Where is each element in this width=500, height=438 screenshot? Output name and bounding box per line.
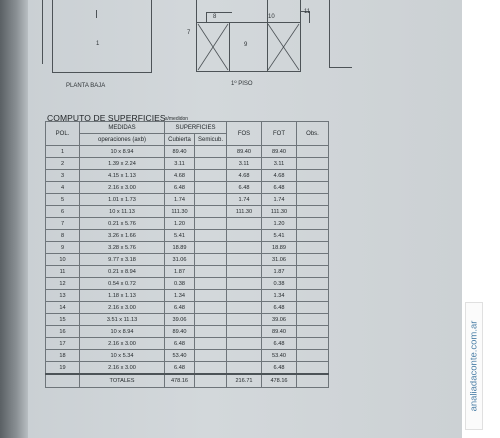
cell-operaciones: 2.16 x 3.00 bbox=[80, 362, 165, 375]
cell-semicub bbox=[195, 254, 227, 266]
cell-semicub bbox=[195, 146, 227, 158]
table-row bbox=[46, 218, 329, 230]
cell-fot: 3.11 bbox=[262, 158, 297, 170]
cell-fot: 39.06 bbox=[262, 314, 297, 326]
ground-floor-label: PLANTA BAJA bbox=[66, 83, 106, 89]
table-row bbox=[46, 206, 329, 218]
cell-semicub bbox=[195, 194, 227, 206]
cell-obs bbox=[297, 350, 329, 362]
cell-obs bbox=[297, 338, 329, 350]
table-row bbox=[46, 242, 329, 254]
cell-cubierta: 3.11 bbox=[165, 158, 195, 170]
cell-operaciones: 0.21 x 8.94 bbox=[80, 266, 165, 278]
header-operaciones: operaciones (axb) bbox=[80, 134, 165, 146]
totals-row bbox=[46, 374, 329, 388]
cell-obs bbox=[297, 230, 329, 242]
cell-semicub bbox=[195, 266, 227, 278]
cell-cubierta: 1.74 bbox=[165, 194, 195, 206]
cell-semicub bbox=[195, 350, 227, 362]
cell-pol: 14 bbox=[46, 302, 80, 314]
stair-cross-marks bbox=[196, 22, 302, 72]
cell-pol: 5 bbox=[46, 194, 80, 206]
cell-fot: 6.48 bbox=[262, 338, 297, 350]
table-row bbox=[46, 182, 329, 194]
cell-fot: 1.87 bbox=[262, 266, 297, 278]
cell-operaciones: 9.77 x 3.18 bbox=[80, 254, 165, 266]
cell-pol: 1 bbox=[46, 146, 80, 158]
cell-pol: 6 bbox=[46, 206, 80, 218]
cell-operaciones: 1.01 x 1.73 bbox=[80, 194, 165, 206]
header-obs: Obs. bbox=[297, 122, 329, 146]
cell-pol: 16 bbox=[46, 326, 80, 338]
cell-semicub bbox=[195, 242, 227, 254]
plan-wall bbox=[96, 10, 97, 18]
cell-obs bbox=[297, 314, 329, 326]
cell-fos bbox=[227, 218, 262, 230]
room-number: 10 bbox=[268, 14, 275, 20]
room-number: 8 bbox=[213, 14, 217, 20]
header-cubierta: Cubierta bbox=[165, 134, 195, 146]
table-row bbox=[46, 158, 329, 170]
cell-fot: 6.48 bbox=[262, 362, 297, 375]
table-row bbox=[46, 338, 329, 350]
cell-semicub bbox=[195, 206, 227, 218]
cell-fot: 1.20 bbox=[262, 218, 297, 230]
table-row bbox=[46, 290, 329, 302]
cell-pol: 10 bbox=[46, 254, 80, 266]
cell-fos bbox=[227, 230, 262, 242]
cell-semicub bbox=[195, 278, 227, 290]
cell-cubierta: 1.20 bbox=[165, 218, 195, 230]
table-row bbox=[46, 254, 329, 266]
plan-wall bbox=[42, 0, 43, 64]
table-row bbox=[46, 326, 329, 338]
cell-semicub bbox=[195, 362, 227, 375]
table-row bbox=[46, 266, 329, 278]
table-row bbox=[46, 302, 329, 314]
cell-semicub bbox=[195, 218, 227, 230]
cell-fos bbox=[227, 314, 262, 326]
plan-wall bbox=[206, 12, 207, 22]
cell-operaciones: 0.21 x 5.76 bbox=[80, 218, 165, 230]
cell-fos bbox=[227, 290, 262, 302]
cell-fos: 4.68 bbox=[227, 170, 262, 182]
cell-semicub bbox=[195, 158, 227, 170]
cell-fot: 89.40 bbox=[262, 146, 297, 158]
totals-semicub bbox=[195, 374, 227, 388]
cell-pol: 18 bbox=[46, 350, 80, 362]
cell-fos: 111.30 bbox=[227, 206, 262, 218]
section-subtitle: s/medidon bbox=[165, 116, 189, 122]
plan-wall bbox=[329, 0, 330, 68]
plan-wall bbox=[206, 12, 232, 13]
cell-cubierta: 18.89 bbox=[165, 242, 195, 254]
cell-operaciones: 2.16 x 3.00 bbox=[80, 338, 165, 350]
cell-fos bbox=[227, 362, 262, 375]
cell-semicub bbox=[195, 182, 227, 194]
cell-fot: 89.40 bbox=[262, 326, 297, 338]
cell-fos bbox=[227, 326, 262, 338]
table-row bbox=[46, 350, 329, 362]
cell-cubierta: 0.38 bbox=[165, 278, 195, 290]
header-pol: POL. bbox=[46, 122, 80, 146]
header-medidas: MEDIDAS bbox=[80, 122, 165, 134]
cell-operaciones: 3.51 x 11.13 bbox=[80, 314, 165, 326]
plan-wall bbox=[151, 0, 152, 73]
cell-fot: 1.34 bbox=[262, 290, 297, 302]
cell-operaciones: 3.26 x 1.66 bbox=[80, 230, 165, 242]
cell-fot: 31.06 bbox=[262, 254, 297, 266]
cell-fos: 1.74 bbox=[227, 194, 262, 206]
cell-operaciones: 3.28 x 5.76 bbox=[80, 242, 165, 254]
cell-semicub bbox=[195, 326, 227, 338]
cell-fos: 3.11 bbox=[227, 158, 262, 170]
cell-obs bbox=[297, 278, 329, 290]
cell-obs bbox=[297, 182, 329, 194]
cell-cubierta: 1.34 bbox=[165, 290, 195, 302]
cell-obs bbox=[297, 302, 329, 314]
cell-cubierta: 31.06 bbox=[165, 254, 195, 266]
cell-obs bbox=[297, 290, 329, 302]
cell-fot: 18.89 bbox=[262, 242, 297, 254]
cell-pol: 12 bbox=[46, 278, 80, 290]
cell-cubierta: 6.48 bbox=[165, 362, 195, 375]
cell-fos bbox=[227, 266, 262, 278]
cell-semicub bbox=[195, 230, 227, 242]
table-row bbox=[46, 230, 329, 242]
cell-cubierta: 89.40 bbox=[165, 146, 195, 158]
cell-obs bbox=[297, 170, 329, 182]
totals-pol-cell bbox=[46, 374, 80, 388]
cell-cubierta: 5.41 bbox=[165, 230, 195, 242]
cell-obs bbox=[297, 242, 329, 254]
cell-pol: 4 bbox=[46, 182, 80, 194]
cell-fos bbox=[227, 302, 262, 314]
plan-wall bbox=[52, 72, 152, 73]
watermark-badge bbox=[465, 302, 483, 430]
cell-pol: 19 bbox=[46, 362, 80, 375]
totals-cubierta: 478.16 bbox=[165, 374, 195, 388]
room-number: 9 bbox=[244, 42, 248, 48]
table-row bbox=[46, 170, 329, 182]
header-semicub: Semicub. bbox=[195, 134, 227, 146]
cell-operaciones: 10 x 8.94 bbox=[80, 146, 165, 158]
section-title: COMPUTO DE SUPERFICIES bbox=[47, 113, 166, 123]
cell-pol: 9 bbox=[46, 242, 80, 254]
plan-wall bbox=[329, 67, 352, 68]
cell-fos bbox=[227, 278, 262, 290]
cell-fot: 4.68 bbox=[262, 170, 297, 182]
cell-fos bbox=[227, 254, 262, 266]
totals-label: TOTALES bbox=[80, 374, 165, 388]
cell-semicub bbox=[195, 338, 227, 350]
cell-fot: 111.30 bbox=[262, 206, 297, 218]
cell-cubierta: 4.68 bbox=[165, 170, 195, 182]
cell-pol: 7 bbox=[46, 218, 80, 230]
cell-obs bbox=[297, 194, 329, 206]
cell-operaciones: 2.16 x 3.00 bbox=[80, 302, 165, 314]
cell-fos bbox=[227, 350, 262, 362]
cell-pol: 11 bbox=[46, 266, 80, 278]
cell-operaciones: 1.18 x 1.13 bbox=[80, 290, 165, 302]
cell-operaciones: 2.16 x 3.00 bbox=[80, 182, 165, 194]
cell-fot: 53.40 bbox=[262, 350, 297, 362]
table-row bbox=[46, 278, 329, 290]
cell-obs bbox=[297, 266, 329, 278]
cell-fos bbox=[227, 242, 262, 254]
cell-obs bbox=[297, 326, 329, 338]
table-row bbox=[46, 146, 329, 158]
table-row bbox=[46, 314, 329, 326]
cell-pol: 15 bbox=[46, 314, 80, 326]
table-body bbox=[46, 146, 329, 375]
cell-obs bbox=[297, 158, 329, 170]
cell-semicub bbox=[195, 170, 227, 182]
room-number: 11 bbox=[304, 9, 311, 15]
cell-semicub bbox=[195, 314, 227, 326]
cell-operaciones: 4.15 x 1.13 bbox=[80, 170, 165, 182]
cell-operaciones: 1.39 x 2.24 bbox=[80, 158, 165, 170]
table-row bbox=[46, 194, 329, 206]
cell-cubierta: 39.06 bbox=[165, 314, 195, 326]
cell-pol: 17 bbox=[46, 338, 80, 350]
cell-fos bbox=[227, 338, 262, 350]
header-fos: FOS bbox=[227, 122, 262, 146]
page-shadow-edge bbox=[0, 0, 28, 438]
cell-cubierta: 111.30 bbox=[165, 206, 195, 218]
first-floor-label: 1º PISO bbox=[231, 81, 253, 87]
cell-cubierta: 89.40 bbox=[165, 326, 195, 338]
plan-wall bbox=[52, 0, 53, 73]
cell-pol: 3 bbox=[46, 170, 80, 182]
cell-operaciones: 0.54 x 0.72 bbox=[80, 278, 165, 290]
cell-cubierta: 6.48 bbox=[165, 338, 195, 350]
cell-fot: 6.48 bbox=[262, 182, 297, 194]
cell-semicub bbox=[195, 302, 227, 314]
cell-cubierta: 1.87 bbox=[165, 266, 195, 278]
header-fot: FOT bbox=[262, 122, 297, 146]
cell-fot: 6.48 bbox=[262, 302, 297, 314]
cell-fot: 0.38 bbox=[262, 278, 297, 290]
cell-pol: 13 bbox=[46, 290, 80, 302]
cell-obs bbox=[297, 254, 329, 266]
cell-operaciones: 10 x 5.34 bbox=[80, 350, 165, 362]
cell-cubierta: 6.48 bbox=[165, 182, 195, 194]
cell-obs bbox=[297, 218, 329, 230]
cell-pol: 2 bbox=[46, 158, 80, 170]
cell-fot: 1.74 bbox=[262, 194, 297, 206]
table-row bbox=[46, 362, 329, 375]
cell-pol: 8 bbox=[46, 230, 80, 242]
room-number: 1 bbox=[96, 41, 100, 47]
totals-fot: 478.16 bbox=[262, 374, 297, 388]
room-number: 7 bbox=[187, 30, 191, 36]
surface-table bbox=[45, 121, 329, 388]
cell-cubierta: 53.40 bbox=[165, 350, 195, 362]
cell-obs bbox=[297, 206, 329, 218]
cell-obs bbox=[297, 362, 329, 375]
cell-cubierta: 6.48 bbox=[165, 302, 195, 314]
cell-fot: 5.41 bbox=[262, 230, 297, 242]
header-superficies: SUPERFICIES bbox=[165, 122, 227, 134]
cell-obs bbox=[297, 146, 329, 158]
watermark-text: analiadaconte.com.ar bbox=[468, 320, 480, 412]
totals-fos: 216.71 bbox=[227, 374, 262, 388]
cell-operaciones: 10 x 8.94 bbox=[80, 326, 165, 338]
cell-operaciones: 10 x 11.13 bbox=[80, 206, 165, 218]
cell-semicub bbox=[195, 290, 227, 302]
totals-obs bbox=[297, 374, 329, 388]
cell-fos: 89.40 bbox=[227, 146, 262, 158]
cell-fos: 6.48 bbox=[227, 182, 262, 194]
